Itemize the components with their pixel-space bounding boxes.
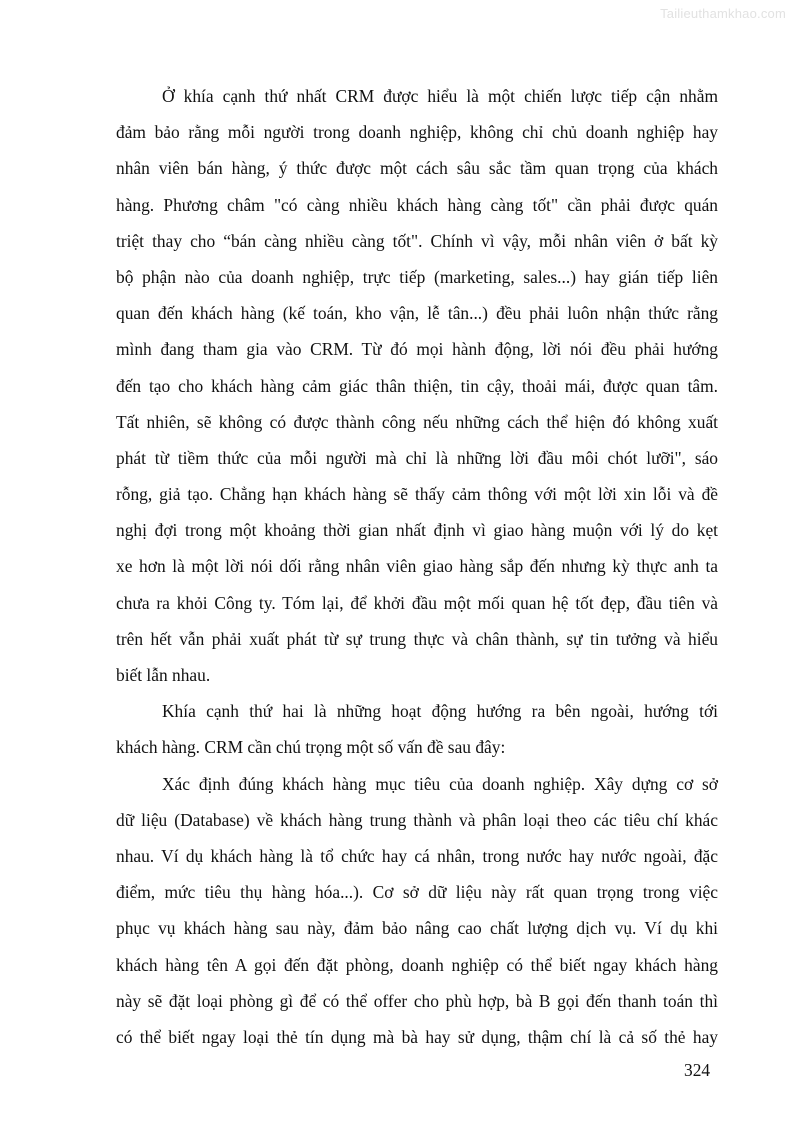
text-line: quan đến khách hàng (kế toán, kho vận, lễ tân...) đều phải luôn nhận thức rằng <box>116 303 718 324</box>
text-line: khách hàng tên A gọi đến đặt phòng, doanh nghiệp có thể biết ngay khách hàng <box>116 954 718 975</box>
text-line: bộ phận nào của doanh nghiệp, trực tiếp (marketing, sales...) hay gián tiếp liên <box>116 266 718 287</box>
text-line: chưa ra khỏi Công ty. Tóm lại, để khởi đầu một mối quan hệ tốt đẹp, đầu tiên và <box>116 592 718 613</box>
text-line: rỗng, giả tạo. Chẳng hạn khách hàng sẽ thấy cảm thông với một lời xin lỗi và đề <box>116 484 718 505</box>
text-line: mình đang tham gia vào CRM. Từ đó mọi hành động, lời nói đều phải hướng <box>116 339 718 360</box>
text-line: điểm, mức tiêu thụ hàng hóa...). Cơ sở dữ liệu này rất quan trọng trong việc <box>116 882 718 903</box>
text-line: Khía cạnh thứ hai là những hoạt động hướng ra bên ngoài, hướng tới <box>162 701 718 722</box>
text-line: dữ liệu (Database) về khách hàng trung thành và phân loại theo các tiêu chí khác <box>116 809 718 830</box>
page-number: 324 <box>684 1060 711 1080</box>
text-line: triệt thay cho “bán càng nhiều càng tốt". Chính vì vậy, mỗi nhân viên ở bất kỳ <box>116 230 718 251</box>
text-line: biết lẫn nhau. <box>116 665 211 685</box>
document-body <box>116 78 718 1055</box>
text-line: Xác định đúng khách hàng mục tiêu của doanh nghiệp. Xây dựng cơ sở <box>162 773 718 794</box>
text-line: hàng. Phương châm "có càng nhiều khách hàng càng tốt" cần phải được quán <box>116 194 718 215</box>
text-line: Ở khía cạnh thứ nhất CRM được hiểu là một chiến lược tiếp cận nhằm <box>162 86 718 106</box>
text-line: đảm bảo rằng mỗi người trong doanh nghiệp, không chỉ chủ doanh nghiệp hay <box>116 122 718 143</box>
text-line: nhau. Ví dụ khách hàng là tổ chức hay cá nhân, trong nước hay nước ngoài, đặc <box>116 845 718 866</box>
text-line: trên hết vẫn phải xuất phát từ sự trung thực và chân thành, sự tin tưởng và hiểu <box>116 628 718 649</box>
text-line: phát từ tiềm thức của mỗi người mà chỉ là những lời đầu môi chót lưỡi", sáo <box>116 447 718 468</box>
text-line: nhân viên bán hàng, ý thức được một cách sâu sắc tầm quan trọng của khách <box>116 158 718 179</box>
text-line: xe hơn là một lời nói dối rằng nhân viên giao hàng sắp đến nhưng kỳ thực anh ta <box>116 556 718 577</box>
text-line: phục vụ khách hàng sau này, đảm bảo nâng cao chất lượng dịch vụ. Ví dụ khi <box>116 918 718 939</box>
text-line: đến tạo cho khách hàng cảm giác thân thiện, tin cậy, thoải mái, được quan tâm. <box>116 375 718 396</box>
text-line: Tất nhiên, sẽ không có được thành công nếu những cách thể hiện đó không xuất <box>116 411 718 432</box>
text-line: nghị đợi trong một khoảng thời gian nhất định vì giao hàng muộn với lý do kẹt <box>116 520 718 541</box>
text-line: có thể biết ngay loại thẻ tín dụng mà bà hay sử dụng, thậm chí là cả số thẻ hay <box>116 1026 718 1047</box>
text-line: này sẽ đặt loại phòng gì để có thể offer cho phù hợp, bà B gọi đến thanh toán thì <box>116 990 718 1011</box>
watermark: Tailieuthamkhao.com <box>660 6 786 21</box>
text-line: khách hàng. CRM cần chú trọng một số vấn đề sau đây: <box>116 737 506 758</box>
